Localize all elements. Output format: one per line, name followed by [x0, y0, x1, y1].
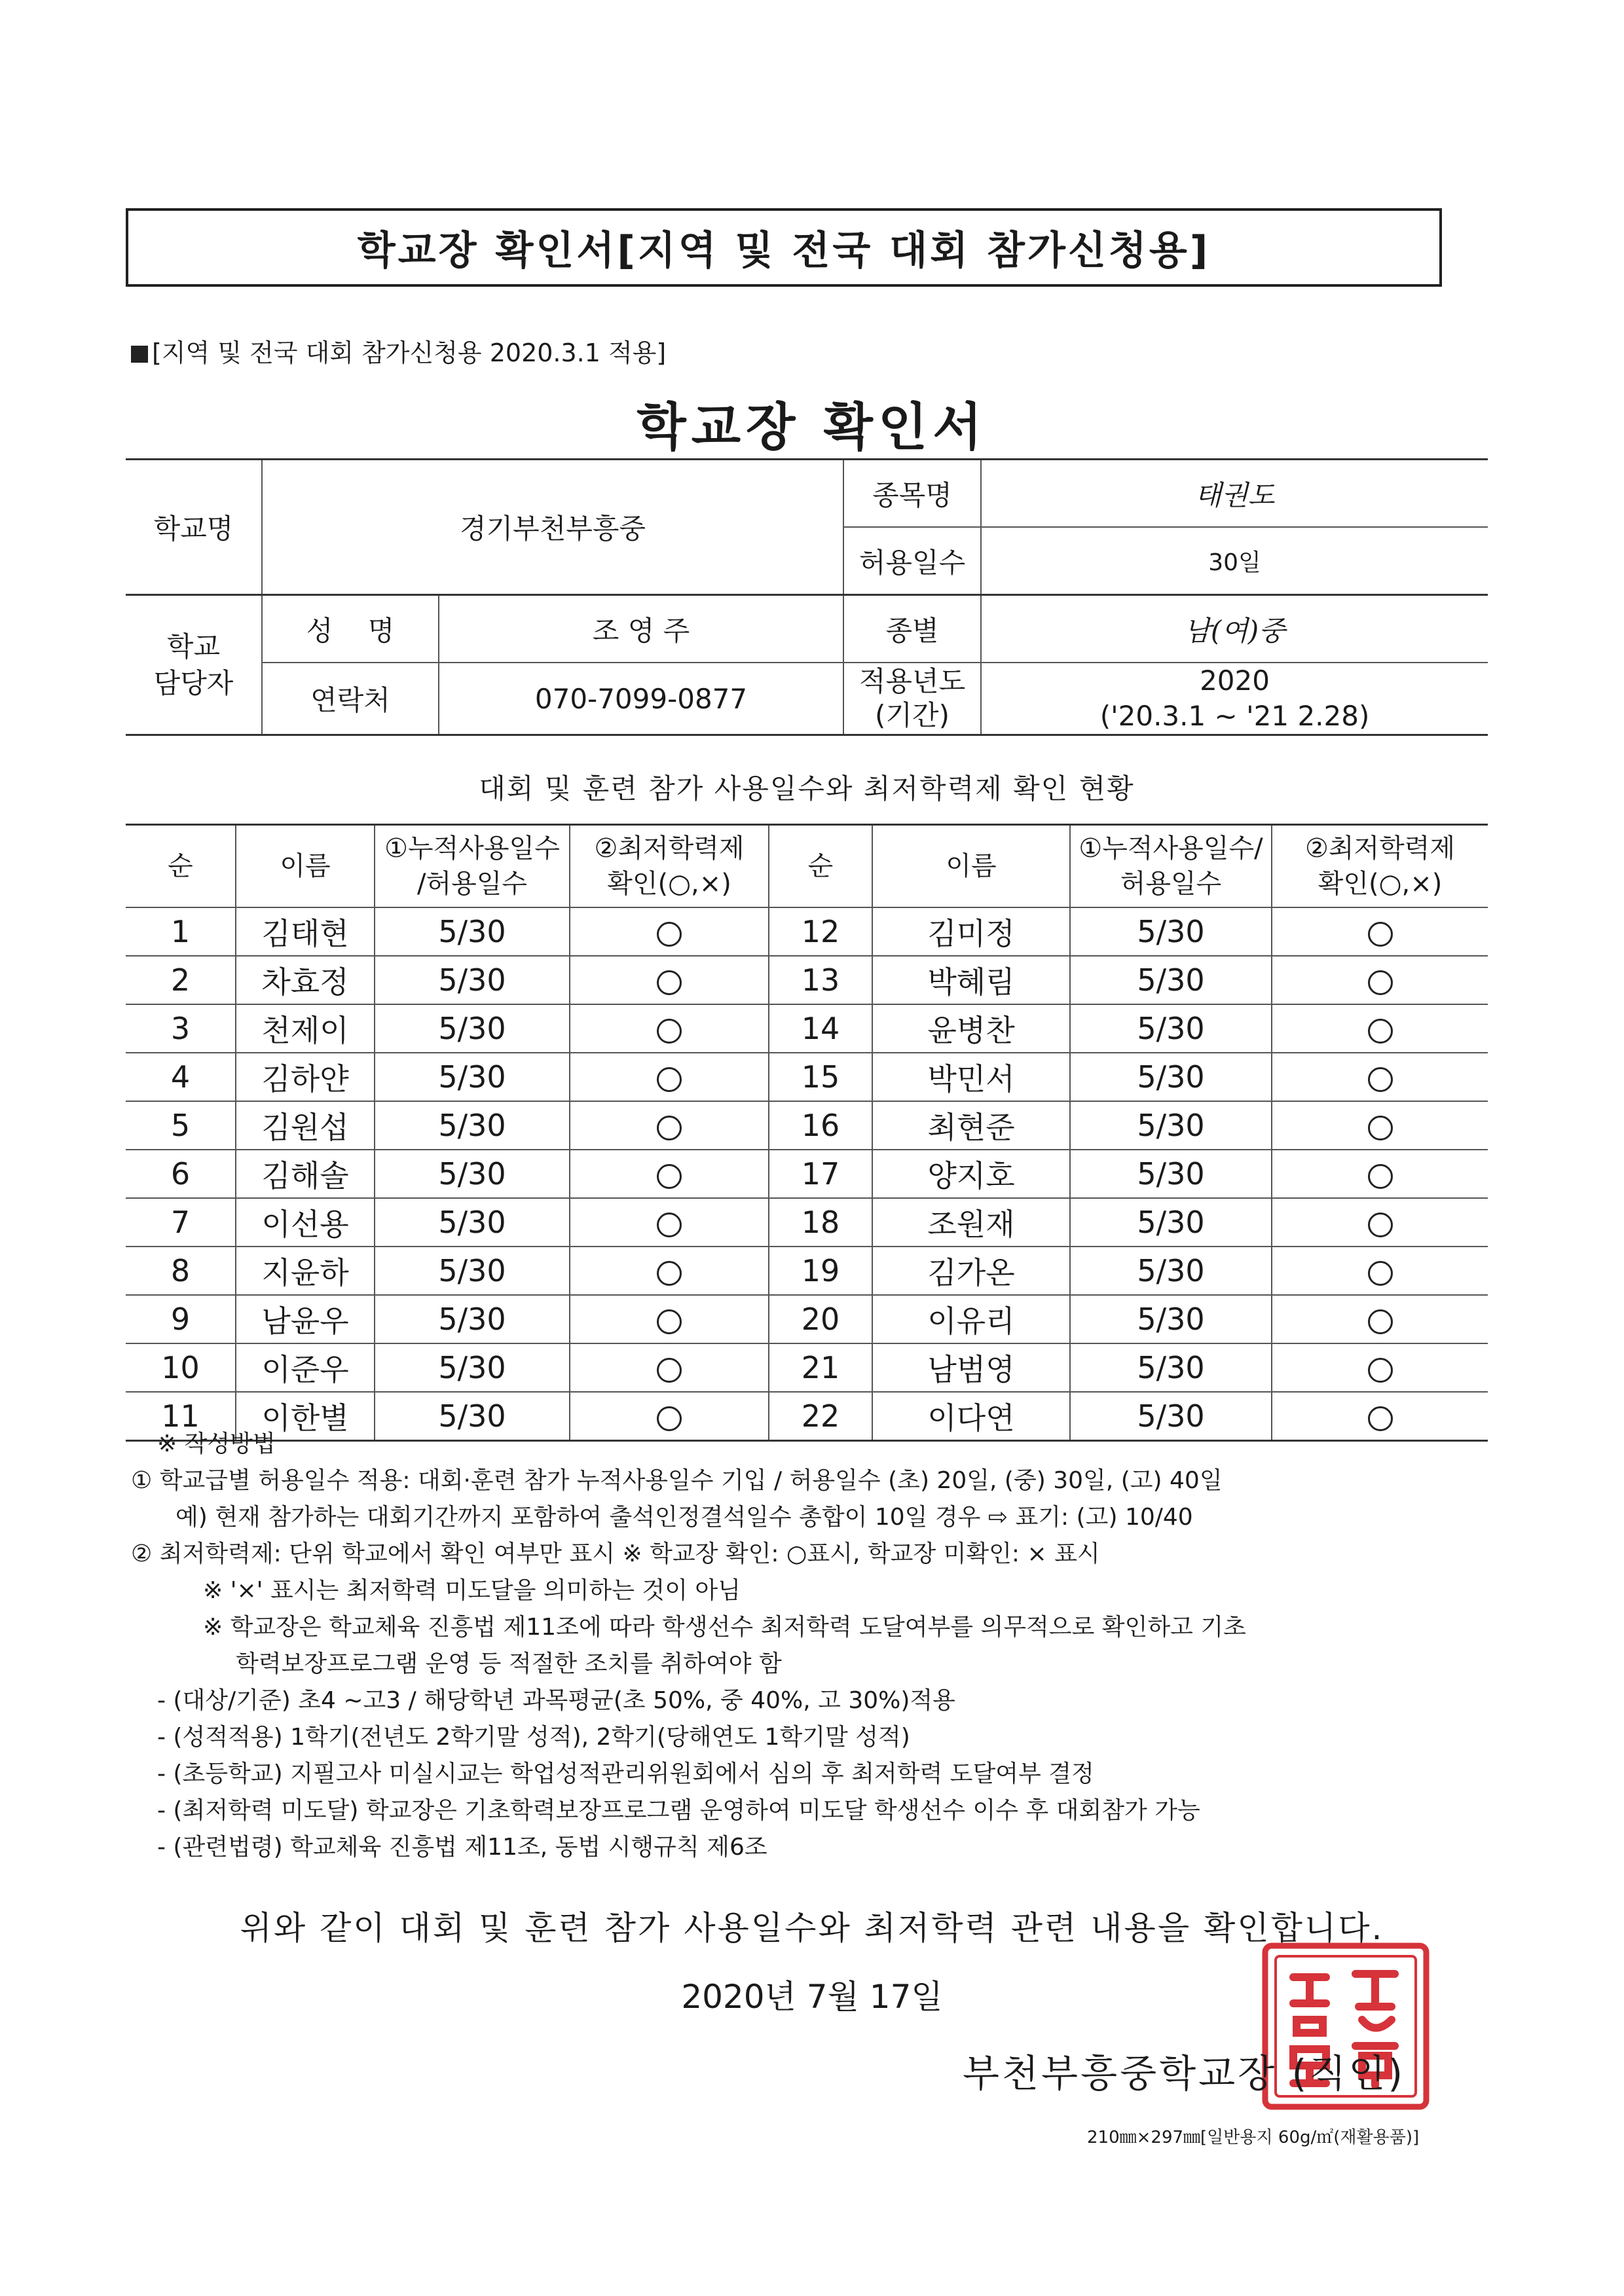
header-days-left-line-1: ①누적사용일수 [384, 833, 560, 864]
min-academic-check [570, 956, 769, 1004]
circle-mark-icon [1368, 1116, 1393, 1140]
circle-mark-icon [1368, 1019, 1393, 1044]
student-name: 천제이 [236, 1004, 375, 1053]
notes-heading: ※ 작성방법 [157, 1430, 276, 1457]
square-bullet-icon [131, 346, 148, 363]
min-academic-check [570, 1150, 769, 1198]
header-days-right [1070, 825, 1272, 908]
min-academic-check [1272, 1198, 1488, 1247]
used-days: 5/30 [1070, 1101, 1272, 1150]
min-academic-check [1272, 1343, 1488, 1392]
days-value: 30일 [981, 527, 1488, 595]
circle-mark-icon [657, 1212, 682, 1237]
min-academic-check [1272, 1101, 1488, 1150]
student-name: 이선용 [236, 1198, 375, 1247]
principal-signature: 부천부흥중학교장 (직인) [963, 2051, 1405, 2096]
used-days: 5/30 [1070, 907, 1272, 956]
table-row [126, 1004, 1488, 1053]
header-name-left: 이름 [236, 825, 375, 908]
circle-mark-icon [1368, 1309, 1393, 1334]
student-name: 김해솔 [236, 1150, 375, 1198]
min-academic-check [1272, 1247, 1488, 1295]
header-days-right-line-1: ①누적사용일수/ [1079, 833, 1263, 864]
year-label-line-1: 적용년도 [858, 665, 966, 697]
detail-5: - (관련법령) 학교체육 진흥법 제11조, 동법 시행규칙 제6조 [157, 1834, 767, 1861]
form-notice [131, 333, 666, 369]
year-label [843, 663, 981, 735]
student-name: 조원재 [872, 1198, 1070, 1247]
student-name: 박민서 [872, 1053, 1070, 1101]
table-row [126, 1053, 1488, 1101]
used-days: 5/30 [375, 956, 570, 1004]
min-academic-check [1272, 1053, 1488, 1101]
year-value [981, 663, 1488, 735]
used-days: 5/30 [1070, 1053, 1272, 1101]
circle-mark-icon [657, 1309, 682, 1334]
circle-mark-icon [657, 1358, 682, 1383]
student-name: 차효정 [236, 956, 375, 1004]
row-no: 3 [126, 1004, 236, 1053]
min-academic-check [570, 1247, 769, 1295]
used-days: 5/30 [375, 1101, 570, 1150]
used-days: 5/30 [1070, 1295, 1272, 1343]
used-days: 5/30 [375, 1004, 570, 1053]
student-name: 김가온 [872, 1247, 1070, 1295]
row-no: 20 [769, 1295, 872, 1343]
circle-mark-icon [1368, 1067, 1393, 1092]
table-row [126, 1101, 1488, 1150]
min-academic-check [570, 1053, 769, 1101]
header-no-right: 순 [769, 825, 872, 908]
min-academic-check [570, 1343, 769, 1392]
min-academic-check [570, 1101, 769, 1150]
row-no: 9 [126, 1295, 236, 1343]
contact-value: 070-7099-0877 [439, 663, 843, 735]
student-name: 이준우 [236, 1343, 375, 1392]
note-1b: 예) 현재 참가하는 대회기간까지 포함하여 출석인정결석일수 총합이 10일 경우 ⇨ 표기: (고) 10/40 [175, 1504, 1193, 1531]
writing-instructions [131, 1426, 1493, 1866]
row-no: 1 [126, 907, 236, 956]
used-days: 5/30 [1070, 1343, 1272, 1392]
circle-mark-icon [657, 1261, 682, 1286]
min-academic-check [1272, 1295, 1488, 1343]
table-row [126, 1150, 1488, 1198]
row-no: 18 [769, 1198, 872, 1247]
table-row [126, 1247, 1488, 1295]
row-no: 15 [769, 1053, 872, 1101]
school-label: 학교명 [126, 460, 262, 595]
used-days: 5/30 [375, 1053, 570, 1101]
min-academic-check [1272, 956, 1488, 1004]
row-no: 6 [126, 1150, 236, 1198]
row-no: 14 [769, 1004, 872, 1053]
header-no-left: 순 [126, 825, 236, 908]
used-days: 5/30 [1070, 1247, 1272, 1295]
student-name: 최현준 [872, 1101, 1070, 1150]
document-header-text: 학교장 확인서[지역 및 전국 대회 참가신청용] [357, 228, 1211, 274]
used-days: 5/30 [1070, 956, 1272, 1004]
min-academic-check [570, 1198, 769, 1247]
student-name: 이다연 [872, 1392, 1070, 1441]
year-value-line-2: ('20.3.1 ~ '21 2.28) [1099, 700, 1370, 732]
row-no: 8 [126, 1247, 236, 1295]
school-value: 경기부천부흥중 [262, 460, 843, 595]
roster-table [126, 824, 1488, 1442]
used-days: 5/30 [375, 1295, 570, 1343]
note-2: ② 최저학력제: 단위 학교에서 확인 여부만 표시 ※ 학교장 확인: ○표시, 학교장 미확인: × 표시 [131, 1540, 1100, 1567]
used-days: 5/30 [375, 1392, 570, 1441]
category-label: 종별 [843, 595, 981, 663]
name-value: 조 영 주 [439, 595, 843, 663]
header-name-right: 이름 [872, 825, 1070, 908]
min-academic-check [1272, 1150, 1488, 1198]
table-row [126, 907, 1488, 956]
used-days: 5/30 [375, 1343, 570, 1392]
days-label: 허용일수 [843, 527, 981, 595]
circle-mark-icon [657, 1019, 682, 1044]
table-row [126, 956, 1488, 1004]
student-name: 남윤우 [236, 1295, 375, 1343]
circle-mark-icon [657, 1116, 682, 1140]
note-4b: 학력보장프로그램 운영 등 적절한 조치를 취하여야 함 [236, 1650, 782, 1677]
student-name: 김태현 [236, 907, 375, 956]
used-days: 5/30 [375, 1198, 570, 1247]
row-no: 12 [769, 907, 872, 956]
row-no: 19 [769, 1247, 872, 1295]
student-name: 이한별 [236, 1392, 375, 1441]
circle-mark-icon [1368, 1261, 1393, 1286]
row-no: 17 [769, 1150, 872, 1198]
detail-3: - (초등학교) 지필고사 미실시교는 학업성적관리위원회에서 심의 후 최저학력 도달여부 결정 [157, 1760, 1094, 1787]
used-days: 5/30 [375, 1150, 570, 1198]
row-no: 13 [769, 956, 872, 1004]
row-no: 21 [769, 1343, 872, 1392]
circle-mark-icon [657, 1164, 682, 1189]
min-academic-check [570, 1295, 769, 1343]
student-name: 김하얀 [236, 1053, 375, 1101]
confirmation-statement: 위와 같이 대회 및 훈련 참가 사용일수와 최저학력 관련 내용을 확인합니다. [240, 1909, 1384, 1947]
min-academic-check [1272, 907, 1488, 956]
min-academic-check [570, 1004, 769, 1053]
student-name: 지윤하 [236, 1247, 375, 1295]
header-check-right [1272, 825, 1488, 908]
circle-mark-icon [1368, 1212, 1393, 1237]
table-row [126, 1198, 1488, 1247]
row-no: 10 [126, 1343, 236, 1392]
circle-mark-icon [1368, 1358, 1393, 1383]
document-header [126, 208, 1442, 287]
staff-label [126, 595, 262, 735]
header-days-left-line-2: /허용일수 [416, 869, 528, 899]
circle-mark-icon [1368, 1164, 1393, 1189]
circle-mark-icon [657, 970, 682, 995]
note-3: ※ '×' 표시는 최저학력 미도달을 의미하는 것이 아님 [203, 1577, 741, 1604]
min-academic-check [1272, 1004, 1488, 1053]
main-title: 학교장 확인서 [637, 398, 987, 457]
header-check-right-line-1: ②최저학력제 [1304, 833, 1456, 864]
detail-4: - (최저학력 미도달) 학교장은 기초학력보장프로그램 운영하여 미도달 학생선수 이수 후 대회참가 가능 [157, 1797, 1200, 1824]
section-title: 대회 및 훈련 참가 사용일수와 최저학력제 확인 현황 [479, 773, 1135, 805]
paper-spec: 210㎜×297㎜[일반용지 60g/㎡(재활용품)] [1087, 2128, 1420, 2147]
circle-mark-icon [1368, 922, 1393, 947]
note-4a: ※ 학교장은 학교체육 진흥법 제11조에 따라 학생선수 최저학력 도달여부를 의무적으로 확인하고 기초 [203, 1614, 1246, 1641]
table-row [126, 1343, 1488, 1392]
student-name: 양지호 [872, 1150, 1070, 1198]
circle-mark-icon [1368, 970, 1393, 995]
event-value: 태권도 [981, 460, 1488, 528]
row-no: 2 [126, 956, 236, 1004]
info-table [126, 458, 1488, 736]
header-check-right-line-2: 확인(○,×) [1318, 869, 1443, 899]
detail-1: - (대상/기준) 초4 ~고3 / 해당학년 과목평균(초 50%, 중 40%, 고 30%)적용 [157, 1687, 955, 1714]
header-check-left-line-2: 확인(○,×) [607, 869, 731, 899]
circle-mark-icon [657, 922, 682, 947]
staff-label-line-1: 학교 [166, 630, 221, 663]
issue-date: 2020년 7월 17일 [681, 1978, 943, 2016]
circle-mark-icon [657, 1067, 682, 1092]
row-no: 7 [126, 1198, 236, 1247]
staff-label-line-2: 담당자 [153, 666, 234, 699]
table-row [126, 1295, 1488, 1343]
student-name: 김원섭 [236, 1101, 375, 1150]
used-days: 5/30 [1070, 1392, 1272, 1441]
student-name: 이유리 [872, 1295, 1070, 1343]
student-name: 윤병찬 [872, 1004, 1070, 1053]
row-no: 5 [126, 1101, 236, 1150]
year-label-line-2: (기간) [875, 699, 950, 731]
student-name: 남범영 [872, 1343, 1070, 1392]
used-days: 5/30 [375, 1247, 570, 1295]
note-1a: ① 학교급별 허용일수 적용: 대회·훈련 참가 누적사용일수 기입 / 허용일수 (초) 20일, (중) 30일, (고) 40일 [131, 1467, 1223, 1494]
category-value: 남(여)중 [981, 595, 1488, 663]
header-check-left-line-1: ②최저학력제 [594, 833, 745, 864]
used-days: 5/30 [1070, 1004, 1272, 1053]
contact-label: 연락처 [262, 663, 439, 735]
student-name: 박혜림 [872, 956, 1070, 1004]
header-days-left [375, 825, 570, 908]
row-no: 4 [126, 1053, 236, 1101]
row-no: 16 [769, 1101, 872, 1150]
header-check-left [570, 825, 769, 908]
min-academic-check [570, 907, 769, 956]
row-no: 11 [126, 1392, 236, 1441]
row-no: 22 [769, 1392, 872, 1441]
form-notice-text: [지역 및 전국 대회 참가신청용 2020.3.1 적용] [152, 338, 667, 367]
header-days-right-line-2: 허용일수 [1120, 869, 1222, 899]
used-days: 5/30 [1070, 1150, 1272, 1198]
event-label: 종목명 [843, 460, 981, 528]
detail-2: - (성적적용) 1학기(전년도 2학기말 성적), 2학기(당해연도 1학기말 성적) [157, 1724, 910, 1751]
year-value-line-1: 2020 [1200, 665, 1270, 697]
used-days: 5/30 [1070, 1198, 1272, 1247]
used-days: 5/30 [375, 907, 570, 956]
student-name: 김미정 [872, 907, 1070, 956]
name-label: 성 명 [262, 595, 439, 663]
